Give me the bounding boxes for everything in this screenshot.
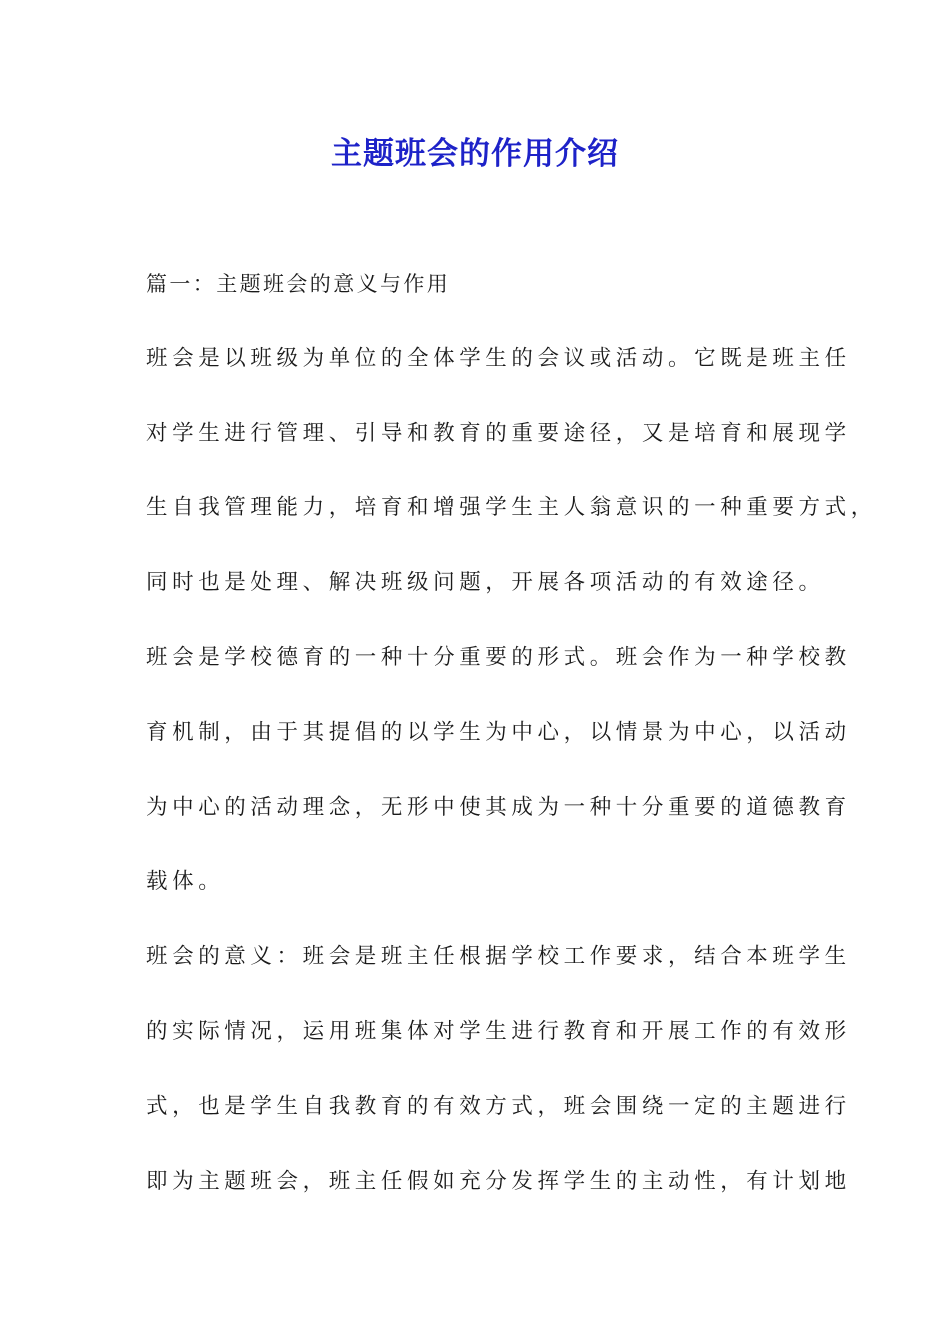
body-line: 为中心的活动理念，无形中使其成为一种十分重要的道德教育 — [146, 794, 851, 820]
section-heading: 篇一：主题班会的意义与作用 — [146, 272, 451, 296]
body-line: 的实际情况，运用班集体对学生进行教育和开展工作的有效形 — [146, 1018, 851, 1044]
body-line: 载体。 — [146, 869, 225, 895]
body-line: 同时也是处理、解决班级问题，开展各项活动的有效途径。 — [146, 570, 825, 596]
body-line: 即为主题班会，班主任假如充分发挥学生的主动性，有计划地 — [146, 1168, 851, 1194]
body-line: 育机制，由于其提倡的以学生为中心，以情景为中心，以活动 — [146, 719, 851, 745]
body-line: 班会是以班级为单位的全体学生的会议或活动。它既是班主任 — [146, 345, 851, 371]
body-line: 生自我管理能力，培育和增强学生主人翁意识的一种重要方式， — [146, 495, 877, 521]
body-line: 班会的意义：班会是班主任根据学校工作要求，结合本班学生 — [146, 944, 851, 970]
body-line: 班会是学校德育的一种十分重要的形式。班会作为一种学校教 — [146, 644, 851, 670]
document-body — [146, 262, 877, 1234]
document-title: 主题班会的作用介绍 — [331, 136, 619, 172]
body-line: 对学生进行管理、引导和教育的重要途径，又是培育和展现学 — [146, 420, 851, 446]
body-line: 式，也是学生自我教育的有效方式，班会围绕一定的主题进行 — [146, 1093, 851, 1119]
